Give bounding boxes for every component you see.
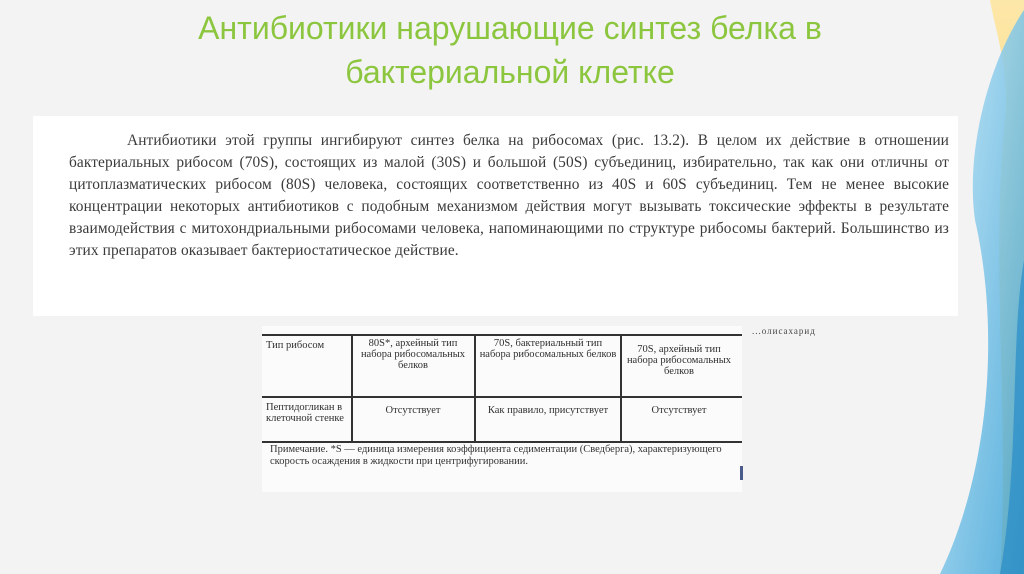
table-line bbox=[474, 334, 476, 442]
slide-title: Антибиотики нарушающие синтез белка в бактериальной клетке bbox=[198, 10, 822, 90]
cell-ribosome-3: 70S, архейный тип набора рибосомальных белков bbox=[626, 344, 732, 377]
table-line bbox=[262, 396, 742, 398]
table-top-fragment: ...олисахарид bbox=[752, 326, 816, 336]
table-line bbox=[262, 441, 742, 443]
row-label-peptidoglycan: Пептидогликан в клеточной стенке bbox=[266, 402, 344, 424]
scan-artifact bbox=[740, 466, 743, 480]
cell-ribosome-1: 80S*, архейный тип набора рибосомальных белков bbox=[360, 338, 466, 371]
cell-peptidoglycan-1: Отсутствует bbox=[385, 405, 441, 416]
row-label-ribosome: Тип рибосом bbox=[266, 340, 325, 351]
table-note: Примечание. *S — единица измерения коэффициента седиментации (Сведберга), характеризующего скорость осаждения в жидкости при центрифугировании. bbox=[270, 444, 722, 467]
paragraph-text: Антибиотики этой группы ингибируют синтез белка на рибосомах (рис. 13.2). В целом их действие в отношении бактериальных рибосом (70S), состоящих из малой (30S) и большой (50S) субъединиц, избирательно, так как они отличны от цитоплазматических рибосом (80S) человека, состоящих соответственно из 40S и 60S субъединиц. Тем не менее высокие концентрации некоторых антибиотиков с подобным механизмом действия могут вызывать токсические эффекты в результате взаимодействия с митохондриальными рибосомами человека, напоминающими по структуре рибосомы бактерий. Большинство из этих препаратов оказывает бактериостатическое действие. bbox=[69, 132, 949, 259]
table-line bbox=[262, 334, 742, 336]
cell-peptidoglycan-3: Отсутствует bbox=[651, 405, 707, 416]
cell-ribosome-2: 70S, бактериальный тип набора рибосомальных белков bbox=[479, 338, 617, 360]
table-line bbox=[620, 334, 622, 442]
text-scan bbox=[33, 116, 958, 316]
table-scan bbox=[262, 326, 816, 492]
cell-peptidoglycan-2: Как правило, присутствует bbox=[487, 405, 609, 416]
table-line bbox=[351, 334, 353, 442]
